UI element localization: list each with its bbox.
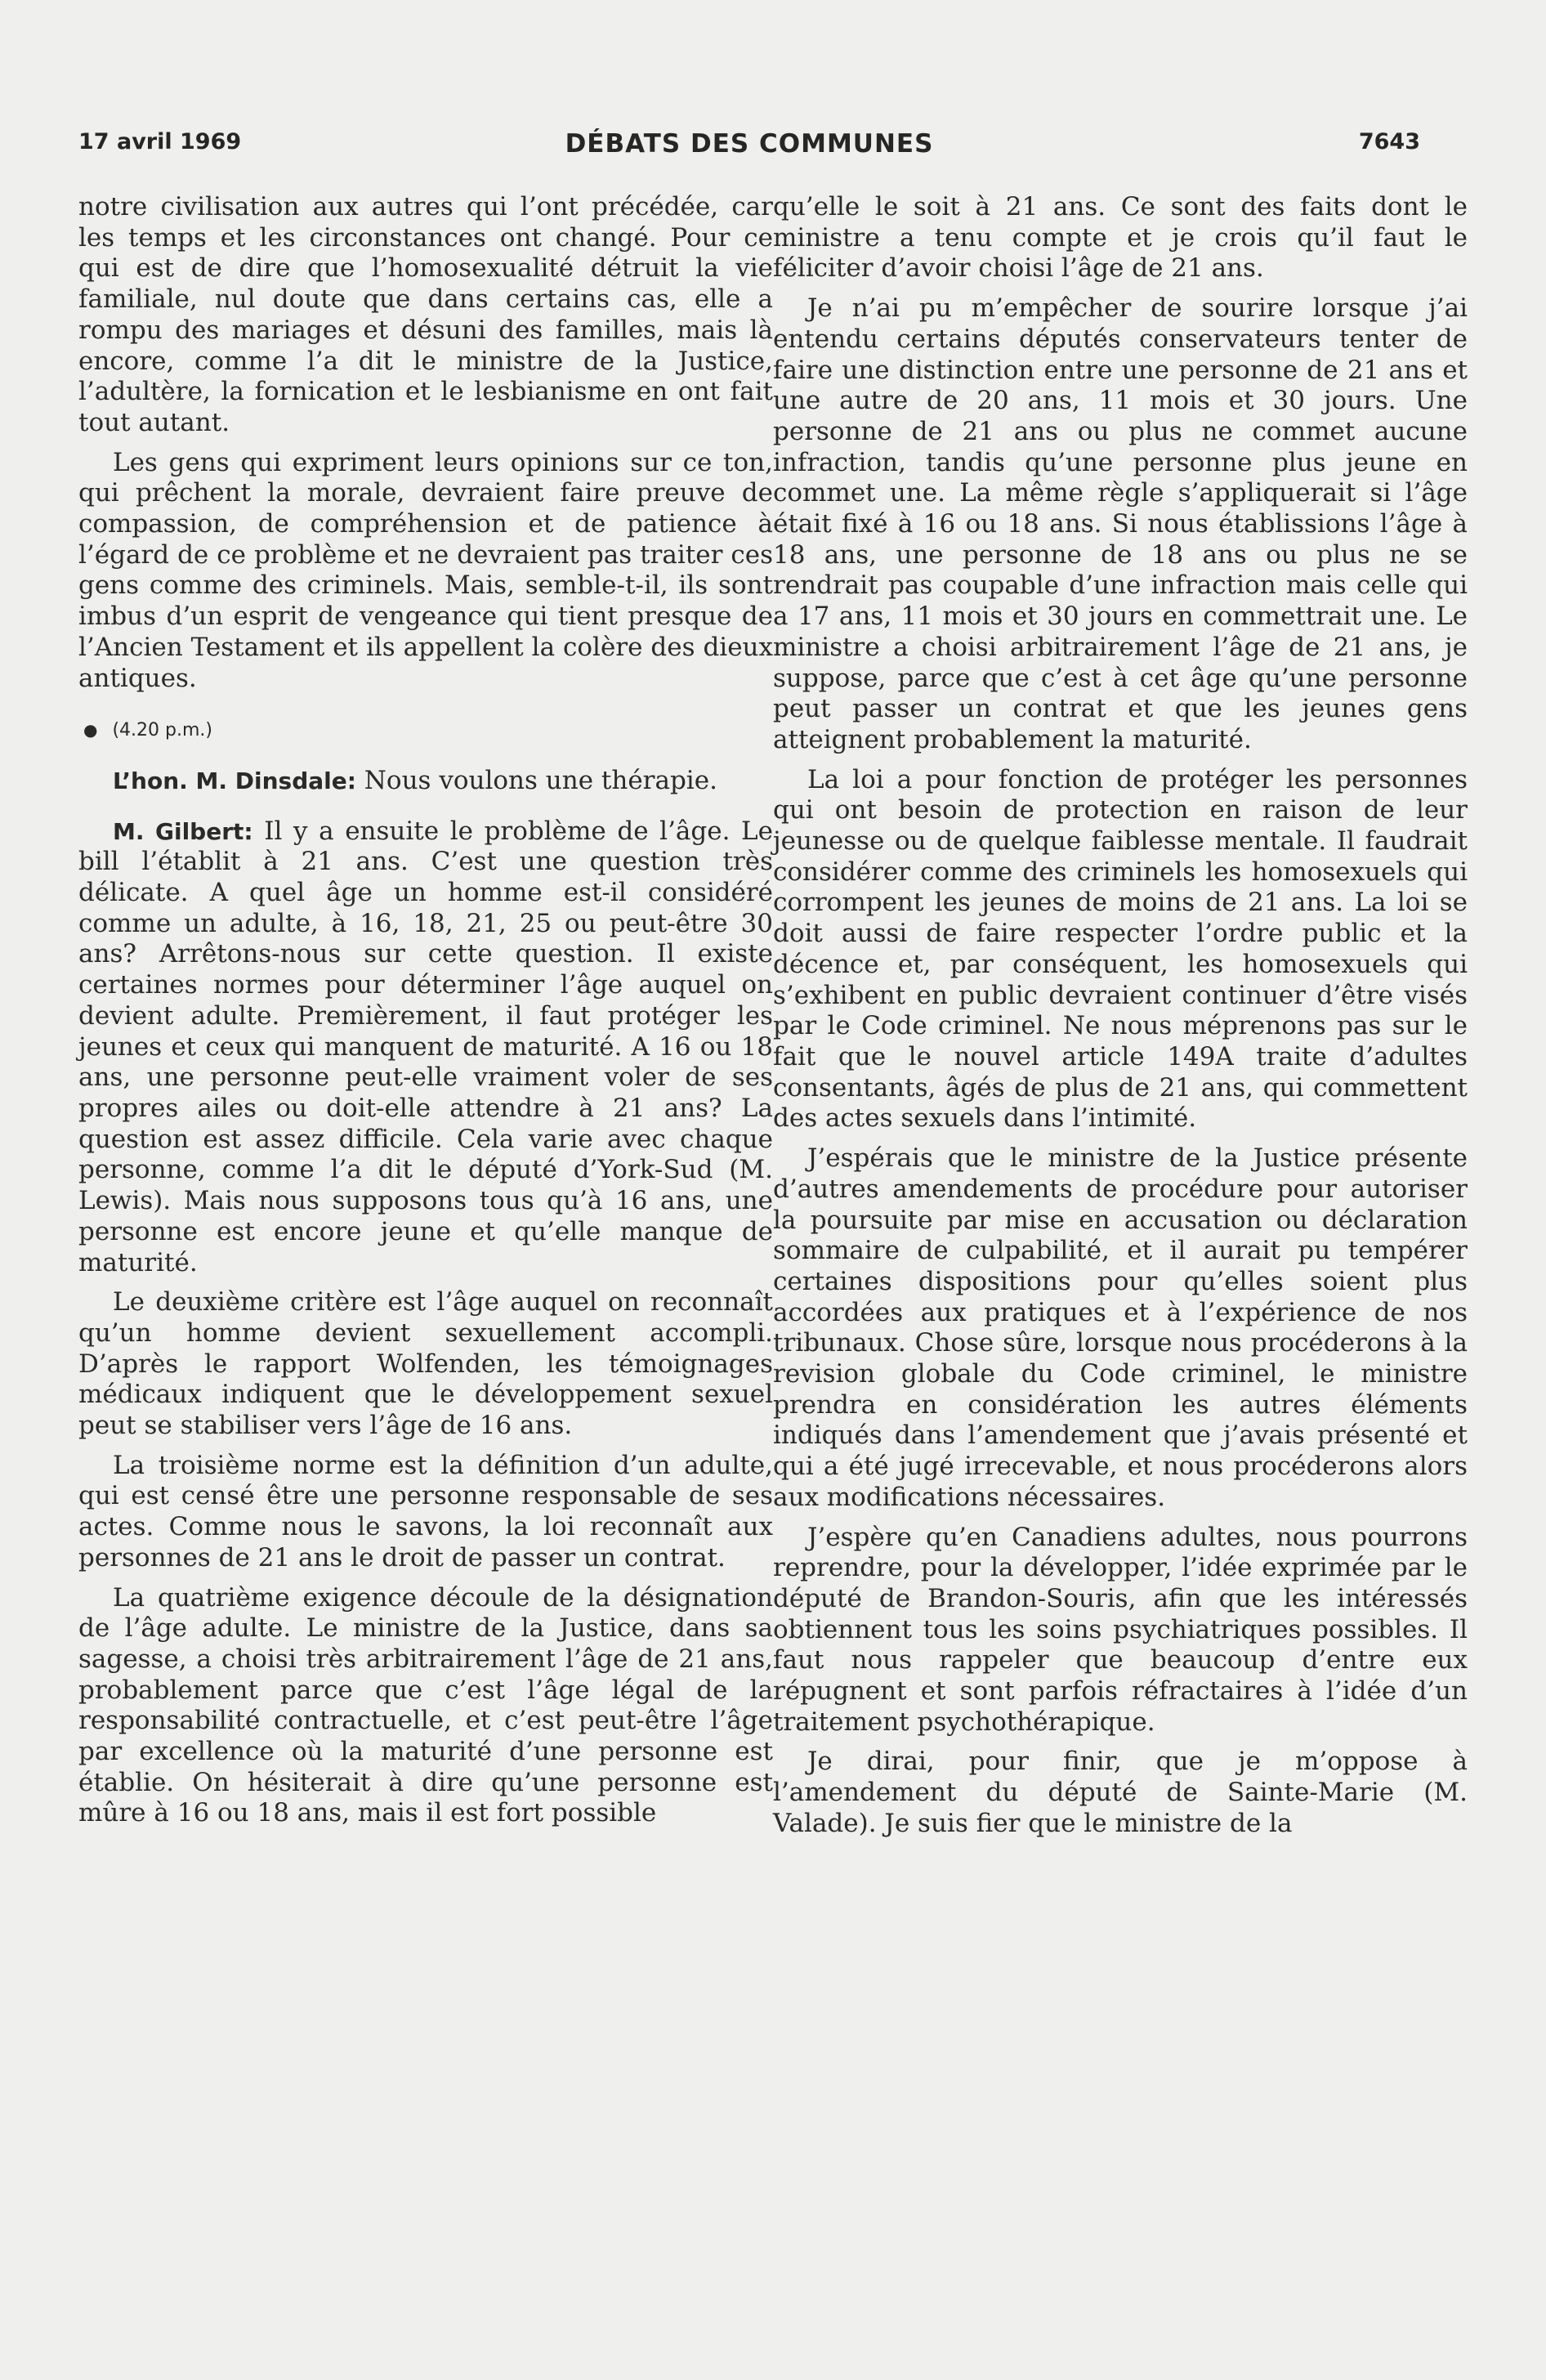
- speech-text: Nous voulons une thérapie.: [364, 765, 717, 795]
- paragraph: La troisième norme est la définition d’un adulte, qui est censé être une personne responsable de ses actes. Comme nous le savons, la loi reconnaît aux personnes de 21 ans le droit de passer un contrat.: [78, 1450, 773, 1572]
- paragraph: J’espérais que le ministre de la Justice présente d’autres amendements de procédure pour autoriser la poursuite par mise en accusation ou déclaration sommaire de culpabilité, et il aurait pu tempérer certaines dispositions pour qu’elles soient plus accordées aux pratiques et à l’expérience de nos tribunaux. Chose sûre, lorsque nous procéderons à la revision globale du Code criminel, le ministre prendra en considération les autres éléments indiqués dans l’amendement que j’avais présenté et qui a été jugé irrecevable, et nous procéderons alors aux modifications nécessaires.: [773, 1143, 1468, 1512]
- left-column: [78, 192, 773, 1829]
- header-date: 17 avril 1969: [78, 129, 242, 154]
- speaker-name: L’hon. M. Dinsdale:: [113, 767, 356, 794]
- paragraph: Le deuxième critère est l’âge auquel on reconnaît qu’un homme devient sexuellement accompli. D’après le rapport Wolfenden, les témoignages médicaux indiquent que le développement sexuel peut se stabiliser vers l’âge de 16 ans.: [78, 1287, 773, 1441]
- paragraph: qu’elle le soit à 21 ans. Ce sont des faits dont le ministre a tenu compte et je crois qu’il faut le féliciter d’avoir choisi l’âge de 21 ans.: [773, 192, 1468, 284]
- bullet-icon: ●: [83, 720, 98, 740]
- paragraph: La loi a pour fonction de protéger les personnes qui ont besoin de protection en raison de leur jeunesse ou de quelque faiblesse mentale. Il faudrait considérer comme des criminels les homosexuels qui corrompent les jeunes de moins de 21 ans. La loi se doit aussi de faire respecter l’ordre public et la décence et, par conséquent, les homosexuels qui s’exhibent en public devraient continuer d’être visés par le Code criminel. Ne nous méprenons pas sur le fait que le nouvel article 149A traite d’adultes consentants, âgés de plus de 21 ans, qui commettent des actes sexuels dans l’intimité.: [773, 764, 1468, 1134]
- speech-text: Il y a ensuite le problème de l’âge. Le bill l’établit à 21 ans. C’est une question très délicate. A quel âge un homme est-il considéré comme un adulte, à 16, 18, 21, 25 ou peut-être 30 ans? Arrêtons-nous sur cette question. Il existe certaines normes pour déterminer l’âge auquel on devient adulte. Premièrement, il faut protéger les jeunes et ceux qui manquent de maturité. A 16 ou 18 ans, une personne peut-elle vraiment voler de ses propres ailes ou doit-elle attendre à 21 ans? La question est assez difficile. Cela varie avec chaque personne, comme l’a dit le député d’York-Sud (M. Lewis). Mais nous supposons tous qu’à 16 ans, une personne est encore jeune et qu’elle manque de maturité.: [78, 816, 773, 1277]
- page-header: [78, 129, 1420, 170]
- paragraph: Je dirai, pour finir, que je m’oppose à l’amendement du député de Sainte-Marie (M. Valade). Je suis fier que le ministre de la: [773, 1747, 1468, 1838]
- paragraph: J’espère qu’en Canadiens adultes, nous pourrons reprendre, pour la développer, l’idée exprimée par le député de Brandon-Souris, afin que les intéressés obtiennent tous les soins psychiatriques possibles. Il faut nous rappeler que beaucoup d’entre eux répugnent et sont parfois réfractaires à l’idée d’un traitement psychothérapique.: [773, 1522, 1468, 1737]
- timestamp: [78, 715, 773, 746]
- paragraph: La quatrième exigence découle de la désignation de l’âge adulte. Le ministre de la Justice, dans sa sagesse, a choisi très arbitrairement l’âge de 21 ans, probablement parce que c’est l’âge légal de la responsabilité contractuelle, et c’est peut-être l’âge par excellence où la maturité d’une personne est établie. On hésiterait à dire qu’une personne est mûre à 16 ou 18 ans, mais il est fort possible: [78, 1582, 773, 1828]
- header-page-number: 7643: [1358, 129, 1420, 154]
- paragraph: Les gens qui expriment leurs opinions sur ce ton, qui prêchent la morale, devraient faire preuve de compassion, de compréhension et de patience à l’égard de ce problème et ne devraient pas traiter ces gens comme des criminels. Mais, semble-t-il, ils sont imbus d’un esprit de vengeance qui tient presque de l’Ancien Testament et ils appellent la colère des dieux antiques.: [78, 447, 773, 693]
- speaker-name: M. Gilbert:: [113, 817, 253, 845]
- right-column: [773, 192, 1468, 1840]
- header-title: DÉBATS DES COMMUNES: [565, 129, 934, 159]
- paragraph: Je n’ai pu m’empêcher de sourire lorsque j’ai entendu certains députés conservateurs tenter de faire une distinction entre une personne de 21 ans et une autre de 20 ans, 11 mois et 30 jours. Une personne de 21 ans ou plus ne commet aucune infraction, tandis qu’une personne plus jeune en commet une. La même règle s’appliquerait si l’âge était fixé à 16 ou 18 ans. Si nous établissions l’âge à 18 ans, une personne de 18 ans ou plus ne se rendrait pas coupable d’une infraction mais celle qui a 17 ans, 11 mois et 30 jours en commettrait une. Le ministre a choisi arbitrairement l’âge de 21 ans, je suppose, parce que c’est à cet âge qu’une personne peut passer un contrat et que les jeunes gens atteignent probablement la maturité.: [773, 293, 1468, 754]
- speech: [78, 766, 773, 797]
- timestamp-text: (4.20 p.m.): [112, 720, 212, 741]
- speech: [78, 816, 773, 1279]
- paragraph: notre civilisation aux autres qui l’ont précédée, car les temps et les circonstances ont changé. Pour ce qui est de dire que l’homosexualité détruit la vie familiale, nul doute que dans certains cas, elle a rompu des mariages et désuni des familles, mais là encore, comme l’a dit le ministre de la Justice, l’adultère, la fornication et le lesbianisme en ont fait tout autant.: [78, 192, 773, 437]
